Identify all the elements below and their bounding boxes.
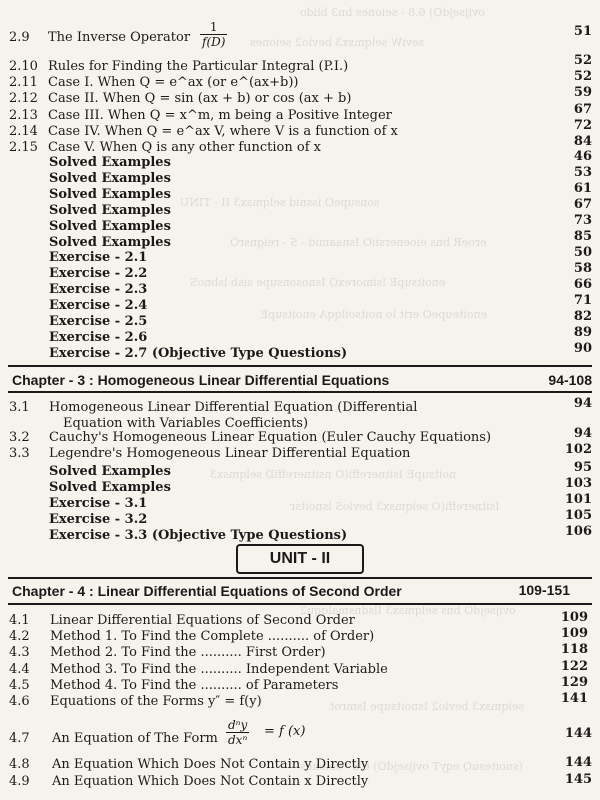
- section-number: 2.12: [9, 91, 38, 107]
- section-number: 2.13: [9, 107, 38, 123]
- section-number: 2.14: [9, 123, 38, 139]
- page-number: 145: [564, 772, 592, 787]
- chapter-4-heading: [12, 583, 402, 599]
- section-title: An Equation of The Form: [52, 731, 218, 746]
- section-title: The Inverse Operator: [48, 30, 191, 45]
- page-number: 61: [573, 181, 592, 196]
- exercise-label: Exercise - 2.1: [49, 250, 148, 265]
- section-number: 2.15: [9, 140, 38, 155]
- chapter-label: Chapter - 3 :: [12, 372, 94, 388]
- chapter-label: Chapter - 4 :: [12, 583, 94, 599]
- page-number: 73: [573, 213, 592, 228]
- section-number: 4.5: [9, 677, 30, 693]
- section-title: Method 3. To Find the .......... Independent Variable: [50, 661, 388, 677]
- section-title: Cauchy's Homogeneous Linear Equation (Euler Cauchy Equations): [49, 430, 492, 445]
- page-number: 95: [573, 460, 592, 475]
- chapter-divider: [8, 365, 592, 367]
- page-number: 52: [573, 53, 592, 68]
- page-number: 71: [573, 293, 592, 308]
- solved-examples-label: Solved Examples: [49, 219, 171, 234]
- section-title: Linear Differential Equations of Second Order: [50, 613, 355, 628]
- chapter-page-range: 94-108: [548, 372, 592, 388]
- page-number: 109: [560, 610, 588, 625]
- derivative-fraction: [226, 718, 249, 747]
- examples-label: Exercise - 3.3 (Objective Type Questions): [49, 528, 348, 543]
- section-number: 4.9: [9, 774, 30, 789]
- examples-label: Solved Examples: [49, 480, 171, 495]
- section-title: An Equation Which Does Not Contain x Directly: [52, 774, 369, 789]
- solved-examples-label: Solved Examples: [49, 235, 171, 250]
- exercise-label: Exercise - 2.4: [49, 298, 148, 313]
- section-title: Case II. When Q = sin (ax + b) or cos (ax + b): [48, 91, 352, 107]
- section-title: Method 2. To Find the .......... First Order): [50, 645, 326, 661]
- page-number: 94: [573, 426, 592, 441]
- section-title: Method 4. To Find the .......... of Parameters: [50, 677, 339, 693]
- chapter-divider: [8, 391, 592, 393]
- section-number: 2.9: [9, 30, 30, 45]
- section-number: 4.6: [9, 694, 30, 709]
- page-number: 67: [573, 101, 592, 117]
- chapter-title: Linear Differential Equations of Second Order: [97, 583, 402, 599]
- solved-examples-label: Solved Examples: [49, 187, 171, 202]
- section-title: Case III. When Q = x^m, m being a Positive Integer: [48, 107, 392, 123]
- page-number: 85: [573, 229, 592, 244]
- solved-examples-label: Solved Examples: [49, 155, 171, 170]
- section-title: Homogeneous Linear Differential Equation (Differential: [49, 400, 418, 415]
- fraction-numerator: 1: [200, 20, 227, 35]
- page-number: 72: [573, 117, 592, 133]
- page-number: 129: [560, 674, 588, 690]
- page-number: 90: [573, 341, 592, 356]
- section-title: Rules for Finding the Particular Integral (P.I.): [48, 59, 349, 74]
- section-title: Case IV. When Q = e^ax V, where V is a function of x: [48, 123, 398, 139]
- page-number: 50: [573, 245, 592, 260]
- page-number: 141: [560, 691, 588, 706]
- section-number: 2.11: [9, 75, 38, 91]
- section-number: 4.8: [9, 757, 30, 772]
- page-number: 109: [560, 626, 588, 642]
- fraction-numerator: dⁿy: [228, 718, 248, 732]
- section-number: 2.10: [9, 59, 38, 74]
- page-number: 51: [573, 24, 592, 39]
- section-title: Legendre's Homogeneous Linear Differential Equation: [49, 446, 411, 461]
- section-title-continued: Equation with Variables Coefficients): [63, 416, 309, 431]
- fraction-denominator: f(D): [202, 35, 226, 49]
- examples-label: Solved Examples: [49, 464, 171, 479]
- page-number: 106: [564, 524, 592, 539]
- exercise-label: Exercise - 2.7 (Objective Type Questions): [49, 346, 348, 361]
- section-number: 4.4: [9, 661, 30, 677]
- page-number: 67: [573, 197, 592, 212]
- section-number: 3.2: [9, 430, 30, 445]
- page-number: 144: [564, 726, 592, 741]
- solved-examples-label: Solved Examples: [49, 203, 171, 218]
- page-number: 89: [573, 325, 592, 340]
- chapter-divider: [8, 603, 592, 605]
- section-number: 4.2: [9, 629, 30, 645]
- page-number: 66: [573, 277, 592, 292]
- page-number: 105: [564, 508, 592, 523]
- page-number: 122: [560, 658, 588, 674]
- exercise-label: Exercise - 2.3: [49, 282, 148, 297]
- fraction-denominator: dxⁿ: [228, 733, 248, 747]
- section-title: Case I. When Q = e^ax (or e^(ax+b)): [48, 75, 299, 91]
- exercise-label: Exercise - 2.5: [49, 314, 148, 329]
- chapter-title: Homogeneous Linear Differential Equations: [97, 372, 390, 388]
- page-number: 82: [573, 309, 592, 324]
- chapter-divider: [8, 577, 592, 579]
- section-number: 4.7: [9, 731, 30, 746]
- solved-examples-label: Solved Examples: [49, 171, 171, 186]
- page-number: 46: [573, 149, 592, 164]
- chapter-page-range: 109-151: [518, 582, 570, 598]
- page-number: 94: [573, 396, 592, 411]
- chapter-3-heading: [12, 372, 389, 388]
- examples-label: Exercise - 3.2: [49, 512, 148, 527]
- page-number: 58: [573, 261, 592, 276]
- page-number: 118: [560, 642, 588, 658]
- section-number: 4.3: [9, 645, 30, 661]
- equation-rhs: = f (x): [264, 724, 306, 739]
- inverse-operator-fraction: [200, 20, 227, 49]
- page-number: 52: [573, 69, 592, 85]
- section-number: 3.3: [9, 446, 30, 461]
- unit-title-box: UNIT - II: [236, 544, 364, 574]
- section-title: Method 1. To Find the Complete .......... of Order): [50, 629, 375, 645]
- examples-label: Exercise - 3.1: [49, 496, 148, 511]
- exercise-label: Exercise - 2.6: [49, 330, 148, 345]
- exercise-label: Exercise - 2.2: [49, 266, 148, 281]
- page-number: 59: [573, 85, 592, 101]
- page-number: 53: [573, 165, 592, 180]
- section-number: 4.1: [9, 613, 30, 628]
- section-title: An Equation Which Does Not Contain y Directly: [52, 757, 369, 772]
- page-number: 84: [573, 134, 592, 149]
- section-title: Equations of the Forms y″ = f(y): [50, 694, 262, 709]
- page-number: 101: [564, 492, 592, 507]
- section-number: 3.1: [9, 400, 30, 415]
- section-title: Case V. When Q is any other function of x: [48, 140, 321, 155]
- page-number: 102: [564, 442, 592, 457]
- page-number: 103: [564, 476, 592, 491]
- page-number: 144: [564, 755, 592, 770]
